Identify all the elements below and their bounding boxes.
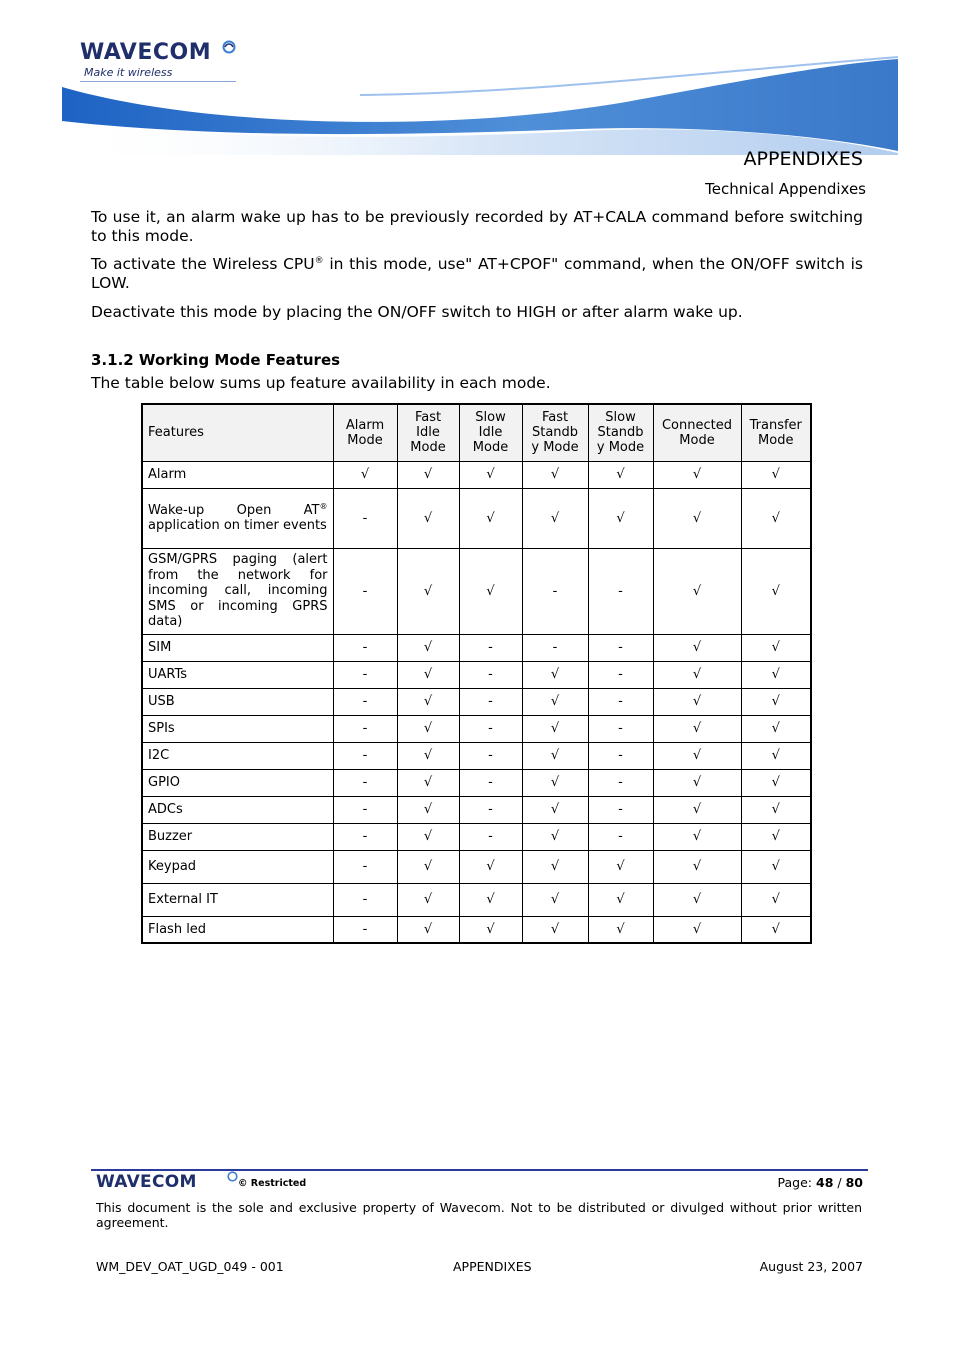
availability-cell: √ — [522, 488, 588, 548]
availability-cell: √ — [653, 661, 741, 688]
paragraph-activate-pre: To activate the Wireless CPU — [91, 255, 315, 273]
chapter-subtitle: Technical Appendixes — [705, 180, 866, 198]
logo-swirl-icon — [222, 40, 236, 54]
availability-cell: √ — [397, 634, 459, 661]
feature-name-cell — [142, 488, 333, 548]
availability-cell: √ — [741, 796, 811, 823]
logo-underline — [80, 81, 236, 82]
feature-name-cell — [142, 461, 333, 488]
availability-cell: √ — [588, 488, 653, 548]
paragraph-activate — [91, 255, 863, 293]
feature-name-cell — [142, 742, 333, 769]
availability-cell: √ — [741, 769, 811, 796]
availability-cell: √ — [522, 688, 588, 715]
feature-name-cell — [142, 823, 333, 850]
page-separator: / — [837, 1175, 842, 1190]
availability-cell: √ — [397, 548, 459, 634]
footer-notice: This document is the sole and exclusive property of Wavecom. Not to be distributed or divulged without prior written agreement. — [96, 1200, 862, 1230]
availability-cell: √ — [741, 850, 811, 883]
availability-cell: √ — [741, 715, 811, 742]
availability-cell: √ — [459, 461, 522, 488]
availability-cell: √ — [653, 850, 741, 883]
availability-cell: √ — [459, 488, 522, 548]
table-row — [142, 742, 811, 769]
table-header-cell: Slow Standb y Mode — [588, 404, 653, 461]
availability-cell: √ — [522, 916, 588, 943]
availability-cell: - — [333, 661, 397, 688]
availability-cell: - — [522, 634, 588, 661]
availability-cell: √ — [741, 916, 811, 943]
availability-cell: √ — [522, 715, 588, 742]
table-row — [142, 850, 811, 883]
paragraph-activate-post: in this mode, use" AT+CPOF" command, when the ON/OFF switch is LOW. — [91, 255, 863, 292]
table-header-cell: Slow Idle Mode — [459, 404, 522, 461]
availability-cell: - — [588, 634, 653, 661]
availability-cell: - — [588, 661, 653, 688]
feature-name: Alarm — [148, 466, 187, 482]
availability-cell: - — [588, 742, 653, 769]
availability-cell: √ — [397, 461, 459, 488]
availability-cell: √ — [397, 715, 459, 742]
availability-cell: √ — [522, 661, 588, 688]
table-row — [142, 661, 811, 688]
availability-cell: √ — [653, 742, 741, 769]
feature-name: External IT — [148, 891, 218, 907]
availability-cell: √ — [459, 916, 522, 943]
footer-document-id: WM_DEV_OAT_UGD_049 - 001 — [96, 1259, 284, 1274]
table-header-cell: Alarm Mode — [333, 404, 397, 461]
feature-name-cell — [142, 769, 333, 796]
availability-cell: √ — [653, 883, 741, 916]
table-row — [142, 883, 811, 916]
availability-cell: √ — [653, 634, 741, 661]
footer-wavecom-logo: WAVECOM — [96, 1172, 197, 1192]
availability-cell: √ — [741, 742, 811, 769]
availability-cell: √ — [741, 661, 811, 688]
availability-cell: √ — [522, 742, 588, 769]
availability-cell: √ — [522, 823, 588, 850]
availability-cell: √ — [459, 883, 522, 916]
availability-cell: - — [333, 548, 397, 634]
availability-cell: - — [333, 883, 397, 916]
table-body — [142, 461, 811, 943]
footer-restricted-label: © Restricted — [238, 1178, 307, 1189]
availability-cell: - — [333, 850, 397, 883]
feature-name: USB — [148, 693, 175, 709]
availability-cell: - — [333, 634, 397, 661]
availability-cell: √ — [397, 823, 459, 850]
availability-cell: √ — [522, 769, 588, 796]
page-total: 80 — [845, 1175, 863, 1190]
availability-cell: √ — [522, 796, 588, 823]
availability-cell: - — [588, 715, 653, 742]
availability-cell: - — [459, 661, 522, 688]
footer-section-name: APPENDIXES — [453, 1259, 532, 1274]
availability-cell: √ — [522, 461, 588, 488]
availability-cell: - — [459, 769, 522, 796]
table-row — [142, 634, 811, 661]
table-intro: The table below sums up feature availability in each mode. — [91, 374, 551, 392]
footer-logo-swirl-icon — [227, 1171, 238, 1182]
availability-cell: - — [459, 823, 522, 850]
feature-name: Wake-up Open AT — [148, 502, 320, 518]
availability-cell: - — [459, 742, 522, 769]
table-row — [142, 769, 811, 796]
feature-table-wrapper — [141, 403, 812, 944]
feature-name-cell — [142, 916, 333, 943]
availability-cell: √ — [653, 488, 741, 548]
table-row — [142, 715, 811, 742]
availability-cell: √ — [397, 769, 459, 796]
paragraph-deactivate: Deactivate this mode by placing the ON/OFF switch to HIGH or after alarm wake up. — [91, 303, 743, 321]
table-header-cell: Transfer Mode — [741, 404, 811, 461]
availability-cell: √ — [397, 661, 459, 688]
availability-cell: √ — [653, 823, 741, 850]
feature-name: SIM — [148, 639, 172, 655]
availability-cell: - — [459, 796, 522, 823]
availability-cell: - — [333, 796, 397, 823]
feature-name: UARTs — [148, 666, 188, 682]
footer-rule — [91, 1169, 868, 1171]
table-header-row — [142, 404, 811, 461]
availability-cell: - — [333, 742, 397, 769]
feature-name-cell — [142, 850, 333, 883]
registered-mark: ® — [314, 256, 324, 266]
availability-cell: - — [333, 916, 397, 943]
availability-cell: - — [459, 688, 522, 715]
feature-name: SPIs — [148, 720, 175, 736]
availability-cell: √ — [397, 850, 459, 883]
feature-name-cell — [142, 796, 333, 823]
registered-mark: ® — [319, 501, 328, 511]
availability-cell: √ — [741, 883, 811, 916]
availability-cell: √ — [397, 883, 459, 916]
table-row — [142, 823, 811, 850]
feature-name-cell — [142, 688, 333, 715]
feature-name: Flash led — [148, 921, 207, 937]
availability-cell: √ — [397, 916, 459, 943]
availability-cell: √ — [653, 461, 741, 488]
footer-date: August 23, 2007 — [759, 1259, 863, 1274]
table-header-cell: Fast Idle Mode — [397, 404, 459, 461]
working-mode-feature-table — [141, 403, 812, 944]
availability-cell: √ — [333, 461, 397, 488]
page-current: 48 — [816, 1175, 834, 1190]
availability-cell: √ — [397, 488, 459, 548]
availability-cell: √ — [588, 883, 653, 916]
feature-name-cell — [142, 661, 333, 688]
availability-cell: √ — [741, 548, 811, 634]
feature-name: GSM/GPRS paging (alert from the network for incoming call, incoming SMS or incoming GPRS data) — [148, 552, 328, 630]
wavecom-logo: WAVECOM — [80, 40, 212, 65]
section-heading: 3.1.2 Working Mode Features — [91, 351, 341, 369]
availability-cell: √ — [653, 688, 741, 715]
availability-cell: √ — [653, 916, 741, 943]
logo-tagline: Make it wireless — [84, 66, 173, 79]
table-row — [142, 916, 811, 943]
availability-cell: √ — [459, 548, 522, 634]
availability-cell: √ — [741, 488, 811, 548]
availability-cell: √ — [588, 850, 653, 883]
availability-cell: - — [333, 688, 397, 715]
availability-cell: √ — [397, 688, 459, 715]
availability-cell: - — [333, 769, 397, 796]
availability-cell: - — [588, 548, 653, 634]
footer-page-number — [778, 1175, 863, 1190]
feature-name: I2C — [148, 747, 170, 763]
chapter-title: APPENDIXES — [743, 148, 863, 170]
availability-cell: - — [588, 823, 653, 850]
table-header-cell: Features — [142, 404, 333, 461]
feature-name: Buzzer — [148, 828, 193, 844]
page-label: Page: — [777, 1175, 813, 1190]
availability-cell: √ — [459, 850, 522, 883]
table-row — [142, 688, 811, 715]
availability-cell: √ — [522, 883, 588, 916]
feature-name-cell — [142, 715, 333, 742]
table-row — [142, 796, 811, 823]
availability-cell: √ — [653, 548, 741, 634]
availability-cell: √ — [522, 850, 588, 883]
availability-cell: - — [333, 488, 397, 548]
availability-cell: √ — [653, 715, 741, 742]
table-row — [142, 461, 811, 488]
paragraph-alarm-wakeup: To use it, an alarm wake up has to be previously recorded by AT+CALA command before switching to this mode. — [91, 208, 863, 245]
table-header-cell: Connected Mode — [653, 404, 741, 461]
table-header-cell: Fast Standb y Mode — [522, 404, 588, 461]
header-swoosh-graphic — [60, 55, 900, 155]
feature-name-cell — [142, 634, 333, 661]
availability-cell: - — [459, 634, 522, 661]
feature-name-cont: application on timer events — [148, 518, 327, 533]
availability-cell: √ — [397, 742, 459, 769]
availability-cell: √ — [653, 796, 741, 823]
availability-cell: √ — [588, 461, 653, 488]
availability-cell: - — [588, 796, 653, 823]
feature-name: Keypad — [148, 858, 197, 874]
feature-name-cell — [142, 548, 333, 634]
table-row — [142, 488, 811, 548]
availability-cell: √ — [741, 634, 811, 661]
availability-cell: √ — [741, 461, 811, 488]
availability-cell: - — [588, 688, 653, 715]
availability-cell: - — [588, 769, 653, 796]
availability-cell: - — [459, 715, 522, 742]
availability-cell: - — [522, 548, 588, 634]
table-row — [142, 548, 811, 634]
availability-cell: √ — [741, 688, 811, 715]
availability-cell: √ — [588, 916, 653, 943]
availability-cell: - — [333, 715, 397, 742]
availability-cell: √ — [653, 769, 741, 796]
availability-cell: - — [333, 823, 397, 850]
feature-name: ADCs — [148, 801, 183, 817]
availability-cell: √ — [397, 796, 459, 823]
feature-name-cell — [142, 883, 333, 916]
availability-cell: √ — [741, 823, 811, 850]
feature-name: GPIO — [148, 774, 180, 790]
